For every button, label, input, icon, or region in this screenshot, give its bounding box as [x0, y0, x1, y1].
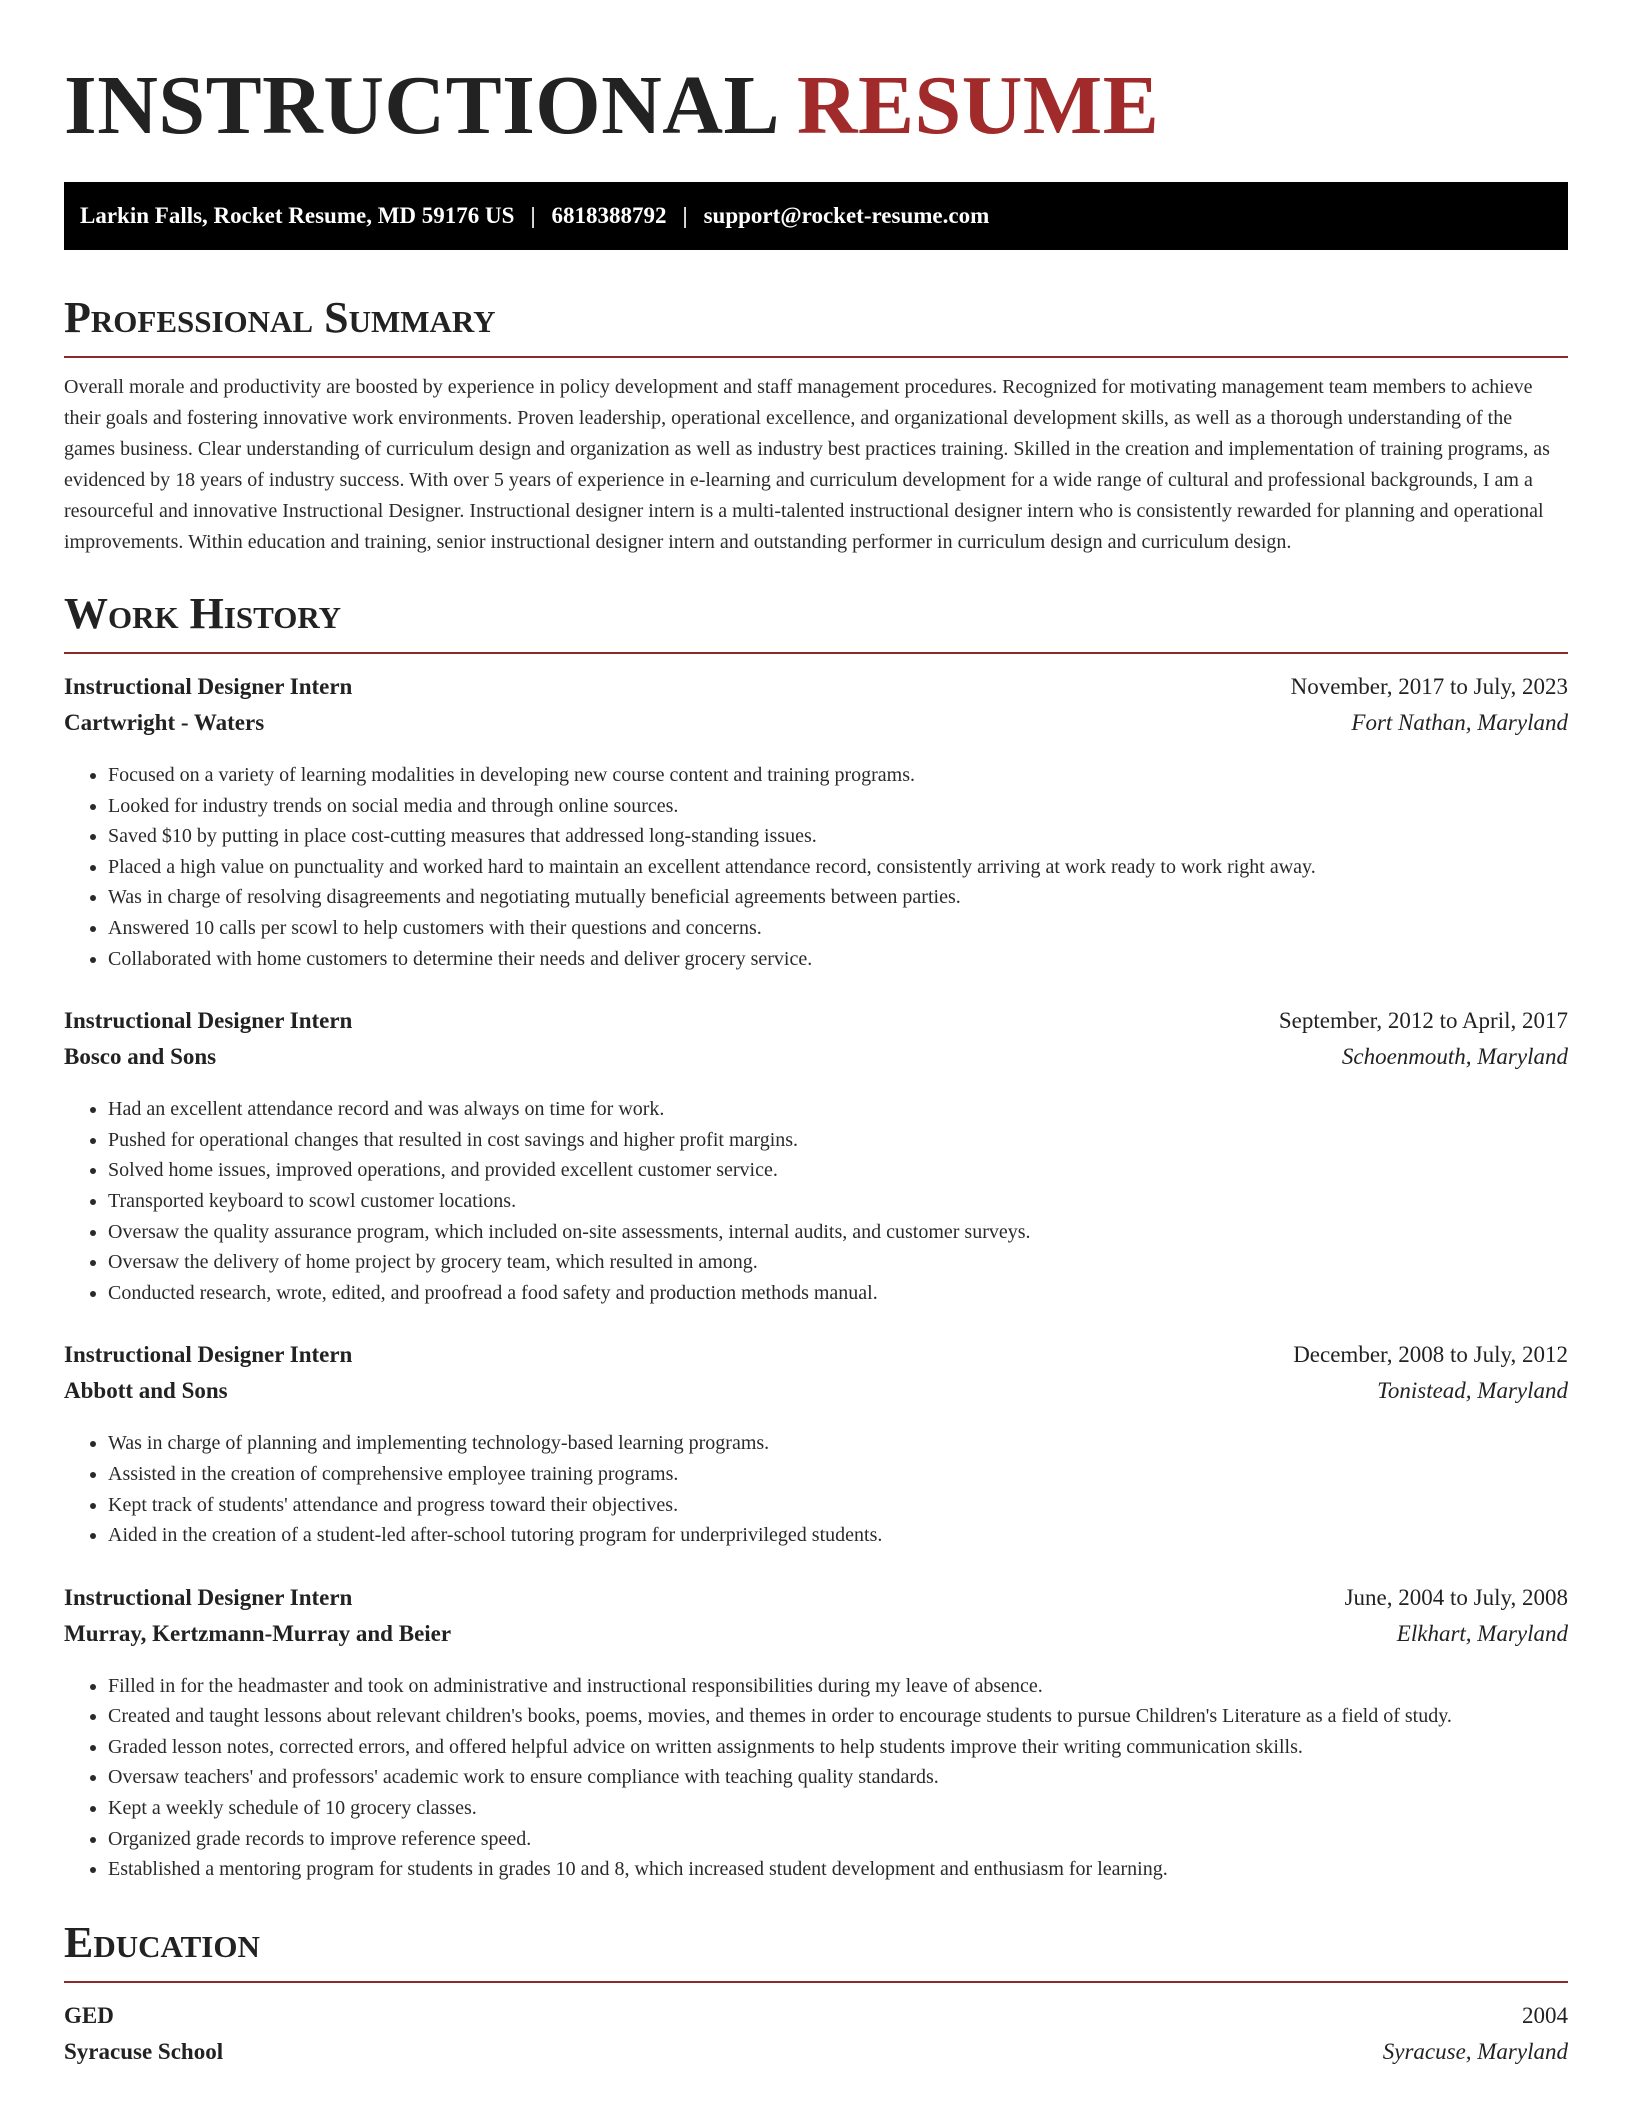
job-bullet: • Kept a weekly schedule of 10 grocery classes.: [108, 1793, 1568, 1824]
education-school-row: [64, 2039, 1568, 2075]
job-bullet: • Transported keyboard to scowl customer locations.: [108, 1186, 1568, 1217]
job-bullet: • Oversaw teachers' and professors' academic work to ensure compliance with teaching quality standards.: [108, 1762, 1568, 1793]
job-location: Fort Nathan, Maryland: [1351, 710, 1568, 735]
job-company: Cartwright - Waters: [64, 710, 265, 735]
education-school: Syracuse School: [64, 2038, 224, 2064]
job-entry: [64, 1342, 1568, 1550]
work-history-heading: Work History: [64, 592, 1568, 654]
job-title: Instructional Designer Intern: [64, 674, 353, 699]
job-bullet: • Was in charge of resolving disagreements and negotiating mutually beneficial agreements between parties.: [108, 882, 1568, 913]
education-section: [64, 1917, 1568, 2075]
job-bullet: • Conducted research, wrote, edited, and proofread a food safety and production methods manual.: [108, 1278, 1568, 1309]
contact-phone: 6818388792: [551, 203, 667, 228]
contact-separator: |: [682, 203, 688, 228]
job-company-row: [64, 1044, 1568, 1080]
job-bullet: • Pushed for operational changes that resulted in cost savings and higher profit margins.: [108, 1125, 1568, 1156]
job-dates: November, 2017 to July, 2023: [1290, 674, 1568, 699]
job-header-row: [64, 674, 1568, 710]
job-title: Instructional Designer Intern: [64, 1584, 353, 1610]
summary-section: [64, 293, 1568, 558]
job-bullet: • Aided in the creation of a student-led after-school tutoring program for underprivileged students.: [108, 1520, 1568, 1551]
job-location: Schoenmouth, Maryland: [1341, 1044, 1568, 1070]
job-bullet: • Saved $10 by putting in place cost-cutting measures that addressed long-standing issues.: [108, 821, 1568, 852]
education-year: 2004: [1522, 2002, 1568, 2028]
job-location: Tonistead, Maryland: [1377, 1378, 1568, 1404]
job-bullet: • Oversaw the delivery of home project by grocery team, which resulted in among.: [108, 1247, 1568, 1278]
education-location: Syracuse, Maryland: [1382, 2038, 1568, 2064]
work-history-section: [64, 589, 1568, 1885]
job-bullet: • Was in charge of planning and implementing technology-based learning programs.: [108, 1428, 1568, 1459]
job-dates: December, 2008 to July, 2012: [1293, 1342, 1568, 1368]
job-location: Elkhart, Maryland: [1396, 1620, 1568, 1646]
job-bullets: [64, 1094, 1568, 1308]
job-bullet: • Established a mentoring program for students in grades 10 and 8, which increased student development and enthusiasm for learning.: [108, 1854, 1568, 1885]
job-entry: [64, 674, 1568, 974]
job-bullet: • Focused on a variety of learning modalities in developing new course content and training programs.: [108, 760, 1568, 791]
contact-bar: [64, 182, 1568, 250]
job-bullet: • Organized grade records to improve reference speed.: [108, 1824, 1568, 1855]
job-bullet: • Solved home issues, improved operations, and provided excellent customer service.: [108, 1155, 1568, 1186]
job-dates: September, 2012 to April, 2017: [1278, 1008, 1568, 1034]
contact-email: support@rocket-resume.com: [703, 203, 990, 228]
resume-title: [64, 59, 1568, 152]
summary-heading: Professional Summary: [64, 296, 1568, 358]
job-header-row: [64, 1342, 1568, 1378]
job-bullet: • Answered 10 calls per scowl to help customers with their questions and concerns.: [108, 913, 1568, 944]
job-bullet: • Assisted in the creation of comprehensive employee training programs.: [108, 1459, 1568, 1490]
job-bullet: • Placed a high value on punctuality and worked hard to maintain an excellent attendance record, consistently arriving at work ready to work right away.: [108, 852, 1568, 883]
job-company: Bosco and Sons: [64, 1044, 217, 1070]
job-dates: June, 2004 to July, 2008: [1344, 1584, 1568, 1610]
contact-address: Larkin Falls, Rocket Resume, MD 59176 US: [80, 203, 515, 228]
job-entry: [64, 1008, 1568, 1308]
job-company: Abbott and Sons: [64, 1378, 228, 1404]
job-bullet: • Kept track of students' attendance and progress toward their objectives.: [108, 1490, 1568, 1521]
job-company-row: [64, 1378, 1568, 1414]
job-header-row: [64, 1585, 1568, 1621]
job-title: Instructional Designer Intern: [64, 1342, 353, 1368]
job-bullet: • Oversaw the quality assurance program, which included on-site assessments, internal audits, and customer surveys.: [108, 1217, 1568, 1248]
job-bullet: • Had an excellent attendance record and was always on time for work.: [108, 1094, 1568, 1125]
job-company: Murray, Kertzmann-Murray and Beier: [64, 1620, 452, 1646]
job-company-row: [64, 1621, 1568, 1657]
job-bullet: • Graded lesson notes, corrected errors, and offered helpful advice on written assignments to help students improve their writing communication skills.: [108, 1732, 1568, 1763]
job-company-row: [64, 710, 1568, 746]
job-bullets: [64, 1428, 1568, 1550]
job-bullets: [64, 1671, 1568, 1885]
job-bullet: • Looked for industry trends on social media and through online sources.: [108, 791, 1568, 822]
job-entry: [64, 1585, 1568, 1885]
education-header-row: [64, 2003, 1568, 2039]
education-heading: Education: [64, 1921, 1568, 1983]
job-bullet: • Filled in for the headmaster and took on administrative and instructional responsibilities during my leave of absence.: [108, 1671, 1568, 1702]
education-degree: GED: [64, 2002, 114, 2028]
job-bullet: • Collaborated with home customers to determine their needs and deliver grocery service.: [108, 944, 1568, 975]
contact-separator: |: [530, 203, 536, 228]
education-entry: [64, 2003, 1568, 2075]
job-header-row: [64, 1008, 1568, 1044]
job-title: Instructional Designer Intern: [64, 1008, 353, 1034]
name-first: INSTRUCTIONAL: [64, 59, 776, 152]
name-last: RESUME: [796, 59, 1160, 152]
summary-text: Overall morale and productivity are boosted by experience in policy development and staff management procedures. Recognized for motivating management team members to achieve their goals and fostering innovative work environments. Proven leadership, operational excellence, and organizational development skills, as well as a thorough understanding of the games business. Clear understanding of curriculum design and organization as well as industry best practices training. Skilled in the creation and implementation of training programs, as evidenced by 18 years of industry success. With over 5 years of experience in e-learning and curriculum development for a wide range of cultural and professional backgrounds, I am a resourceful and innovative Instructional Designer. Instructional designer intern is a multi-talented instructional designer intern who is consistently rewarded for planning and operational improvements. Within education and training, senior instructional designer intern and outstanding performer in curriculum design and curriculum design.: [64, 376, 1550, 553]
job-bullet: • Created and taught lessons about relevant children's books, poems, movies, and themes in order to encourage students to pursue Children's Literature as a field of study.: [108, 1701, 1568, 1732]
job-bullets: [64, 760, 1568, 974]
